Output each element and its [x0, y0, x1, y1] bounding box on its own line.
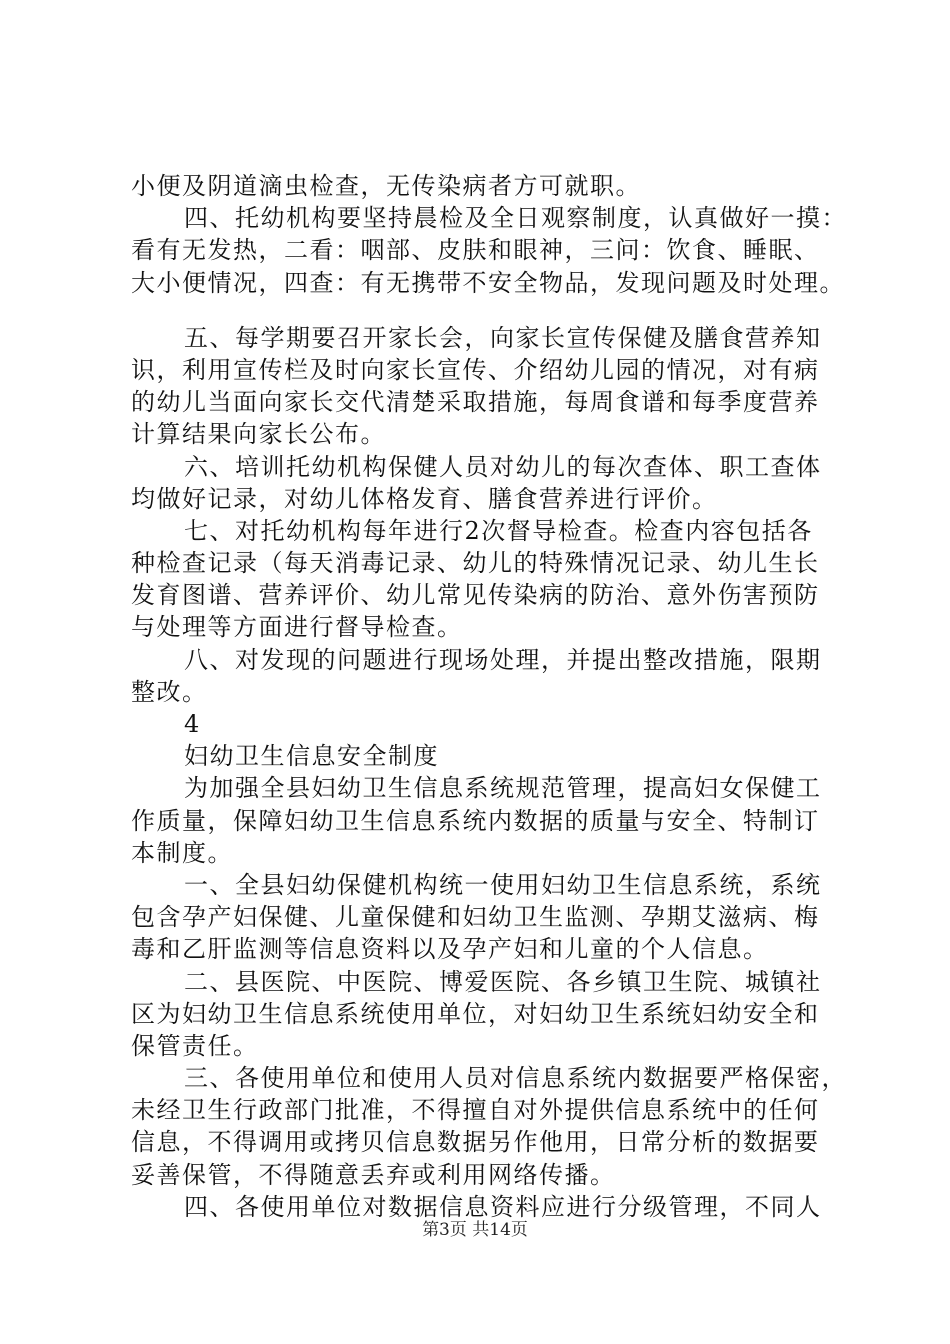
text-line: 看有无发热，二看：咽部、皮肤和眼神，三问：饮食、睡眠、	[131, 236, 820, 265]
text-line: 二、县医院、中医院、博爱医院、各乡镇卫生院、城镇社	[184, 967, 822, 996]
text-line: 四、各使用单位对数据信息资料应进行分级管理，不同人	[184, 1192, 822, 1221]
text-line: 的幼儿当面向家长交代清楚采取措施，每周食谱和每季度营养	[131, 388, 820, 417]
text-line: 种检查记录（每天消毒记录、幼儿的特殊情况记录、幼儿生长	[131, 549, 820, 578]
text-line: 本制度。	[131, 838, 233, 867]
text-line: 区为妇幼卫生信息系统使用单位，对妇幼卫生系统妇幼安全和	[131, 999, 820, 1028]
text-line: 整改。	[131, 677, 208, 706]
text-line: 均做好记录，对幼儿体格发育、膳食营养进行评价。	[131, 484, 718, 513]
text-line: 保管责任。	[131, 1031, 259, 1060]
text-line: 六、培训托幼机构保健人员对幼儿的每次查体、职工查体	[184, 452, 822, 481]
text-line: 妇幼卫生信息安全制度	[184, 742, 439, 771]
text-line: 小便及阴道滴虫检查，无传染病者方可就职。	[131, 172, 641, 200]
text-line: 信息，不得调用或拷贝信息数据另作他用，日常分析的数据要	[131, 1128, 820, 1157]
text-line: 识，利用宣传栏及时向家长宣传、介绍幼儿园的情况，对有病	[131, 355, 820, 384]
document-body	[131, 170, 847, 1223]
paragraph-gap	[131, 299, 843, 322]
text-line: 发育图谱、营养评价、幼儿常见传染病的防治、意外伤害预防	[131, 581, 820, 610]
text-line: 未经卫生行政部门批准，不得擅自对外提供信息系统中的任何	[131, 1096, 820, 1125]
text-line: 与处理等方面进行督导检查。	[131, 613, 463, 642]
text-line: 一、全县妇幼保健机构统一使用妇幼卫生信息系统，系统	[184, 870, 822, 899]
page-footer: 第3页 共14页	[422, 1220, 528, 1240]
text-line: 五、每学期要召开家长会，向家长宣传保健及膳食营养知	[184, 323, 822, 352]
text-line: 包含孕产妇保健、儿童保健和妇幼卫生监测、孕期艾滋病、梅	[131, 903, 820, 932]
text-line: 毒和乙肝监测等信息资料以及孕产妇和儿童的个人信息。	[131, 935, 769, 964]
text-line: 妥善保管，不得随意丢弃或利用网络传播。	[131, 1160, 616, 1189]
text-line: 大小便情况，四查：有无携带不安全物品，发现问题及时处理。	[131, 268, 845, 297]
text-line: 4	[184, 710, 201, 738]
text-line: 八、对发现的问题进行现场处理，并提出整改措施，限期	[184, 645, 822, 674]
text-line: 作质量，保障妇幼卫生信息系统内数据的质量与安全、特制订	[131, 806, 820, 835]
text-line: 三、各使用单位和使用人员对信息系统内数据要严格保密，	[184, 1064, 847, 1093]
text-line: 七、对托幼机构每年进行2次督导检查。检查内容包括各	[184, 516, 813, 545]
text-line: 计算结果向家长公布。	[131, 420, 386, 449]
text-line: 为加强全县妇幼卫生信息系统规范管理，提高妇女保健工	[184, 774, 822, 803]
text-line: 四、托幼机构要坚持晨检及全日观察制度，认真做好一摸：	[184, 204, 847, 233]
